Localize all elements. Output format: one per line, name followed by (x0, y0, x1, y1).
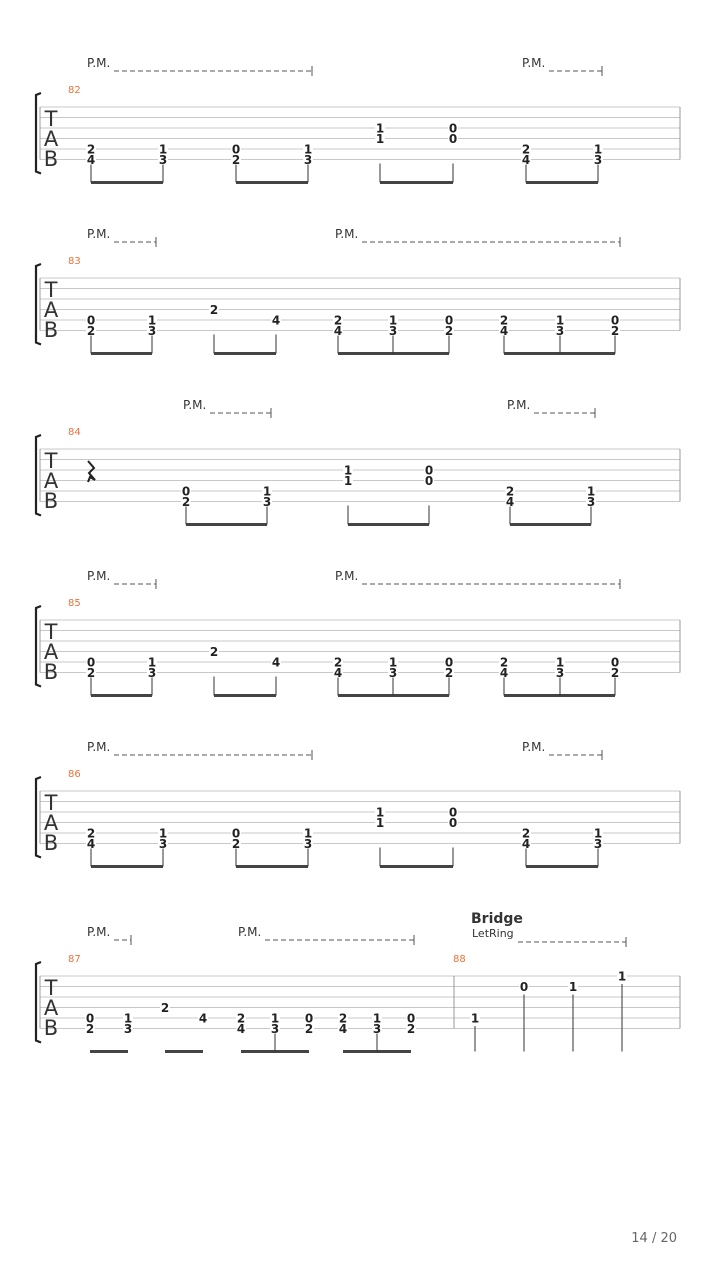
fret-number: 2 (505, 484, 515, 499)
fret-number: 3 (158, 837, 168, 851)
tab-clef-letter: A (43, 469, 59, 493)
fret-number: 1 (375, 805, 385, 820)
fret-number: 2 (86, 324, 96, 338)
fret-number: 3 (586, 495, 596, 509)
fret-number: 4 (338, 1022, 348, 1036)
fret-number: 4 (505, 495, 515, 509)
fret-number: 4 (86, 153, 96, 167)
tab-clef-letter: T (44, 791, 58, 815)
fret-number: 3 (593, 837, 603, 851)
fret-number: 0 (86, 313, 96, 328)
tab-system (36, 435, 680, 525)
fret-number: 2 (610, 324, 620, 338)
fret-number: 2 (86, 142, 96, 157)
fret-number: 2 (521, 826, 531, 841)
palm-mute-label: P.M. (87, 569, 111, 583)
fret-number: 3 (593, 153, 603, 167)
fret-number: 2 (304, 1022, 314, 1036)
palm-mute-label: P.M. (335, 569, 359, 583)
fret-number: 1 (388, 655, 398, 670)
fret-number: 3 (388, 324, 398, 338)
fret-number: 2 (333, 655, 343, 670)
fret-number: 1 (343, 463, 353, 478)
tab-clef-letter: B (43, 318, 59, 342)
palm-mute-label: P.M. (183, 398, 207, 412)
tab-clef-letter: T (44, 620, 58, 644)
fret-number: 1 (303, 142, 313, 157)
fret-number: 1 (555, 313, 565, 328)
tab-clef-letter: A (43, 298, 59, 322)
fret-number: 0 (448, 816, 458, 830)
palm-mute-label: P.M. (87, 227, 111, 241)
fret-number: 2 (160, 1001, 170, 1015)
fret-number: 2 (86, 826, 96, 841)
quarter-rest-icon (88, 461, 95, 482)
measure-number: 88 (453, 954, 466, 965)
fret-number: 3 (555, 666, 565, 680)
fret-number: 0 (231, 142, 241, 157)
fret-number: 2 (86, 666, 96, 680)
fret-number: 1 (388, 313, 398, 328)
tab-clef-letter: B (43, 831, 59, 855)
measure-number: 83 (68, 256, 81, 267)
fret-number: 3 (388, 666, 398, 680)
fret-number: 2 (209, 303, 219, 317)
fret-number: 1 (568, 980, 578, 994)
fret-number: 1 (372, 1011, 382, 1026)
fret-number: 1 (586, 484, 596, 499)
fret-number: 0 (424, 474, 434, 488)
tab-clef-letter: B (43, 1016, 59, 1040)
fret-number: 0 (444, 313, 454, 328)
tab-clef-letter: A (43, 640, 59, 664)
tab-clef-letter: B (43, 489, 59, 513)
fret-number: 3 (555, 324, 565, 338)
tab-system (36, 606, 680, 696)
fret-number: 1 (593, 826, 603, 841)
fret-number: 4 (521, 153, 531, 167)
fret-number: 1 (617, 969, 627, 984)
palm-mute-label: P.M. (87, 740, 111, 754)
tab-clef-letter: T (44, 278, 58, 302)
tab-clef-letter: T (44, 976, 58, 1000)
fret-number: 1 (375, 132, 385, 146)
measure-number: 82 (68, 85, 81, 96)
fret-number: 1 (147, 313, 157, 328)
fret-number: 4 (271, 655, 281, 670)
fret-number: 4 (499, 324, 509, 338)
measure-number: 85 (68, 598, 81, 609)
fret-number: 2 (499, 655, 509, 670)
fret-number: 2 (231, 837, 241, 851)
fret-number: 2 (209, 645, 219, 659)
fret-number: 1 (470, 1011, 480, 1026)
fret-number: 0 (610, 655, 620, 670)
palm-mute-label: P.M. (87, 925, 111, 939)
fret-number: 2 (85, 1022, 95, 1036)
tab-clef-letter: A (43, 127, 59, 151)
fret-number: 0 (231, 826, 241, 841)
fret-number: 3 (262, 495, 272, 509)
fret-number: 2 (338, 1011, 348, 1026)
fret-number: 0 (85, 1011, 95, 1026)
tab-clef-letter: A (43, 811, 59, 835)
fret-number: 2 (444, 324, 454, 338)
page-number: 14 / 20 (631, 1231, 677, 1246)
fret-number: 2 (181, 495, 191, 509)
fret-number: 0 (519, 980, 529, 994)
fret-number: 1 (158, 142, 168, 157)
fret-number: 1 (343, 474, 353, 488)
fret-number: 1 (375, 121, 385, 136)
palm-mute-label: P.M. (335, 227, 359, 241)
fret-number: 3 (303, 837, 313, 851)
fret-number: 3 (270, 1022, 280, 1036)
tab-system (36, 962, 680, 1052)
fret-number: 2 (236, 1011, 246, 1026)
fret-number: 2 (333, 313, 343, 328)
fret-number: 0 (406, 1011, 416, 1026)
fret-number: 1 (158, 826, 168, 841)
tab-clef-letter: B (43, 147, 59, 171)
fret-number: 2 (444, 666, 454, 680)
fret-number: 4 (333, 666, 343, 680)
fret-number: 4 (86, 837, 96, 851)
fret-number: 0 (610, 313, 620, 328)
fret-number: 3 (147, 324, 157, 338)
fret-number: 2 (499, 313, 509, 328)
palm-mute-label: P.M. (238, 925, 262, 939)
section-label-bridge: Bridge (471, 911, 523, 927)
fret-number: 1 (555, 655, 565, 670)
fret-number: 1 (303, 826, 313, 841)
let-ring-label: LetRing (472, 927, 514, 940)
fret-number: 1 (375, 816, 385, 830)
tab-clef-letter: B (43, 660, 59, 684)
fret-number: 1 (123, 1011, 133, 1026)
fret-number: 0 (86, 655, 96, 670)
fret-number: 1 (270, 1011, 280, 1026)
fret-number: 3 (158, 153, 168, 167)
tab-clef-letter: T (44, 107, 58, 131)
fret-number: 1 (147, 655, 157, 670)
fret-number: 3 (372, 1022, 382, 1036)
tab-clef-letter: A (43, 996, 59, 1020)
measure-number: 84 (68, 427, 81, 438)
fret-number: 1 (593, 142, 603, 157)
fret-number: 0 (448, 805, 458, 820)
fret-number: 2 (231, 153, 241, 167)
fret-number: 3 (303, 153, 313, 167)
fret-number: 4 (499, 666, 509, 680)
palm-mute-label: P.M. (522, 740, 546, 754)
tab-system (36, 777, 680, 867)
palm-mute-label: P.M. (87, 56, 111, 70)
fret-number: 3 (147, 666, 157, 680)
fret-number: 2 (406, 1022, 416, 1036)
tab-system (36, 264, 680, 354)
fret-number: 0 (304, 1011, 314, 1026)
tab-system (36, 93, 680, 183)
measure-number: 87 (68, 954, 81, 965)
fret-number: 4 (198, 1011, 208, 1026)
tab-clef-letter: T (44, 449, 58, 473)
fret-number: 0 (444, 655, 454, 670)
fret-number: 0 (448, 121, 458, 136)
fret-number: 2 (521, 142, 531, 157)
fret-number: 0 (448, 132, 458, 146)
palm-mute-label: P.M. (522, 56, 546, 70)
fret-number: 2 (610, 666, 620, 680)
fret-number: 0 (181, 484, 191, 499)
fret-number: 4 (521, 837, 531, 851)
fret-number: 3 (123, 1022, 133, 1036)
fret-number: 0 (424, 463, 434, 478)
palm-mute-label: P.M. (507, 398, 531, 412)
fret-number: 4 (236, 1022, 246, 1036)
measure-number: 86 (68, 769, 81, 780)
fret-number: 4 (333, 324, 343, 338)
fret-number: 4 (271, 313, 281, 328)
fret-number: 1 (262, 484, 272, 499)
